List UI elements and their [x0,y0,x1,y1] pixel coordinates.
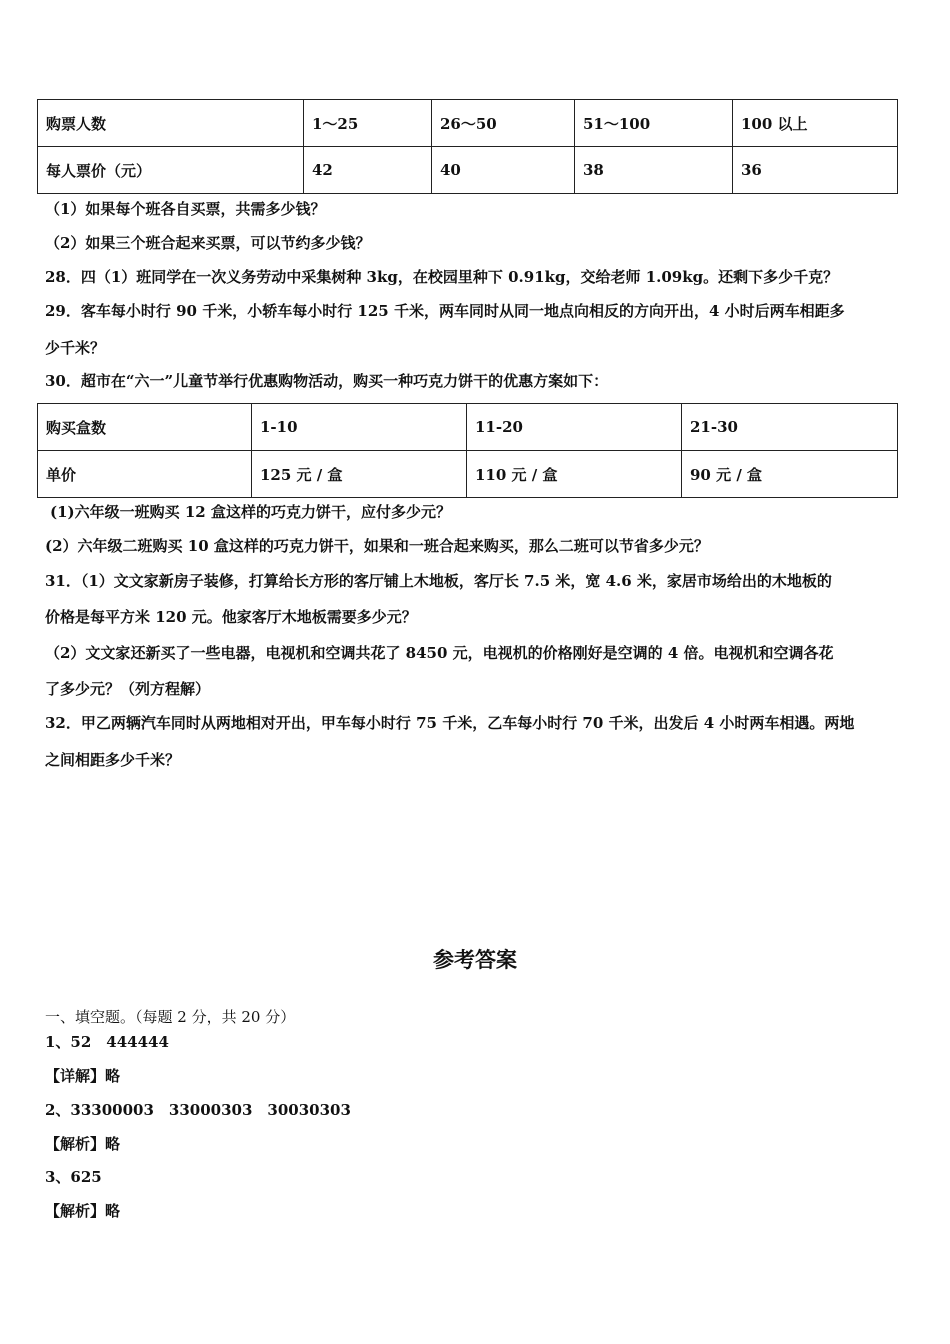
table-cell: 单价 [38,451,252,498]
table-cell: 26～50 [432,100,575,147]
table-cell: 110 元 / 盒 [467,451,682,498]
table-cell: 购票人数 [38,100,304,147]
answer-1: 1、52 444444 [45,1033,169,1051]
answer-1-note: 【详解】略 [45,1067,121,1085]
table-cell: 40 [432,147,575,194]
biscuit-discount-table [37,403,898,498]
table-row [38,451,898,498]
table-row [38,100,898,147]
q30-intro: 30．超市在“六一”儿童节举行优惠购物活动，购买一种巧克力饼干的优惠方案如下： [45,372,609,390]
answer-2-note: 【解析】略 [45,1135,121,1153]
table-cell: 1～25 [304,100,432,147]
table-cell: 11-20 [467,404,682,451]
table-cell: 购买盒数 [38,404,252,451]
q31-line2: 价格是每平方米 120 元。他家客厅木地板需要多少元？ [45,608,417,626]
table-cell: 1-10 [252,404,467,451]
table-cell: 125 元 / 盒 [252,451,467,498]
q27-sub1: （1）如果每个班各自买票，共需多少钱？ [45,200,326,218]
table-cell: 42 [304,147,432,194]
q31-line4: 了多少元？（列方程解） [45,680,211,698]
q30-sub2: (2）六年级二班购买 10 盒这样的巧克力饼干，如果和一班合起来购买，那么二班可以节省多少元？ [45,537,709,555]
table-cell: 90 元 / 盒 [682,451,898,498]
q29-line2: 少千米？ [45,339,106,357]
answer-2: 2、33300003 33000303 30030303 [45,1101,351,1119]
q28-text: 28．四（1）班同学在一次义务劳动中采集树种 3kg，在校园里种下 0.91kg，交给老师 1.09kg。还剩下多少千克？ [45,268,839,286]
table-row [38,404,898,451]
q27-sub2: （2）如果三个班合起来买票，可以节约多少钱？ [45,234,371,252]
table-cell: 100 以上 [733,100,898,147]
q32-line1: 32．甲乙两辆汽车同时从两地相对开出，甲车每小时行 75 千米，乙车每小时行 70 千米，出发后 4 小时两车相遇。两地 [45,714,855,732]
table-cell: 51～100 [575,100,733,147]
q30-sub1: (1)六年级一班购买 12 盒这样的巧克力饼干，应付多少元？ [50,503,451,521]
answer-3: 3、625 [45,1168,102,1186]
answers-section-heading: 一、填空题。（每题 2 分，共 20 分） [45,1008,296,1026]
q31-line3: （2）文文家还新买了一些电器，电视机和空调共花了 8450 元，电视机的价格刚好是空调的 4 倍。电视机和空调各花 [45,644,834,662]
table-cell: 38 [575,147,733,194]
answer-3-note: 【解析】略 [45,1202,121,1220]
q29-line1: 29．客车每小时行 90 千米，小轿车每小时行 125 千米，两车同时从同一地点向相反的方向开出，4 小时后两车相距多 [45,302,845,320]
q31-line1: 31．（1）文文家新房子装修，打算给长方形的客厅铺上木地板，客厅长 7.5 米，宽 4.6 米，家居市场给出的木地板的 [45,572,832,590]
q32-line2: 之间相距多少千米？ [45,751,181,769]
table-cell: 每人票价（元） [38,147,304,194]
answers-title: 参考答案 [433,947,517,972]
table-cell: 21-30 [682,404,898,451]
table-row [38,147,898,194]
ticket-price-table [37,99,898,194]
table-cell: 36 [733,147,898,194]
